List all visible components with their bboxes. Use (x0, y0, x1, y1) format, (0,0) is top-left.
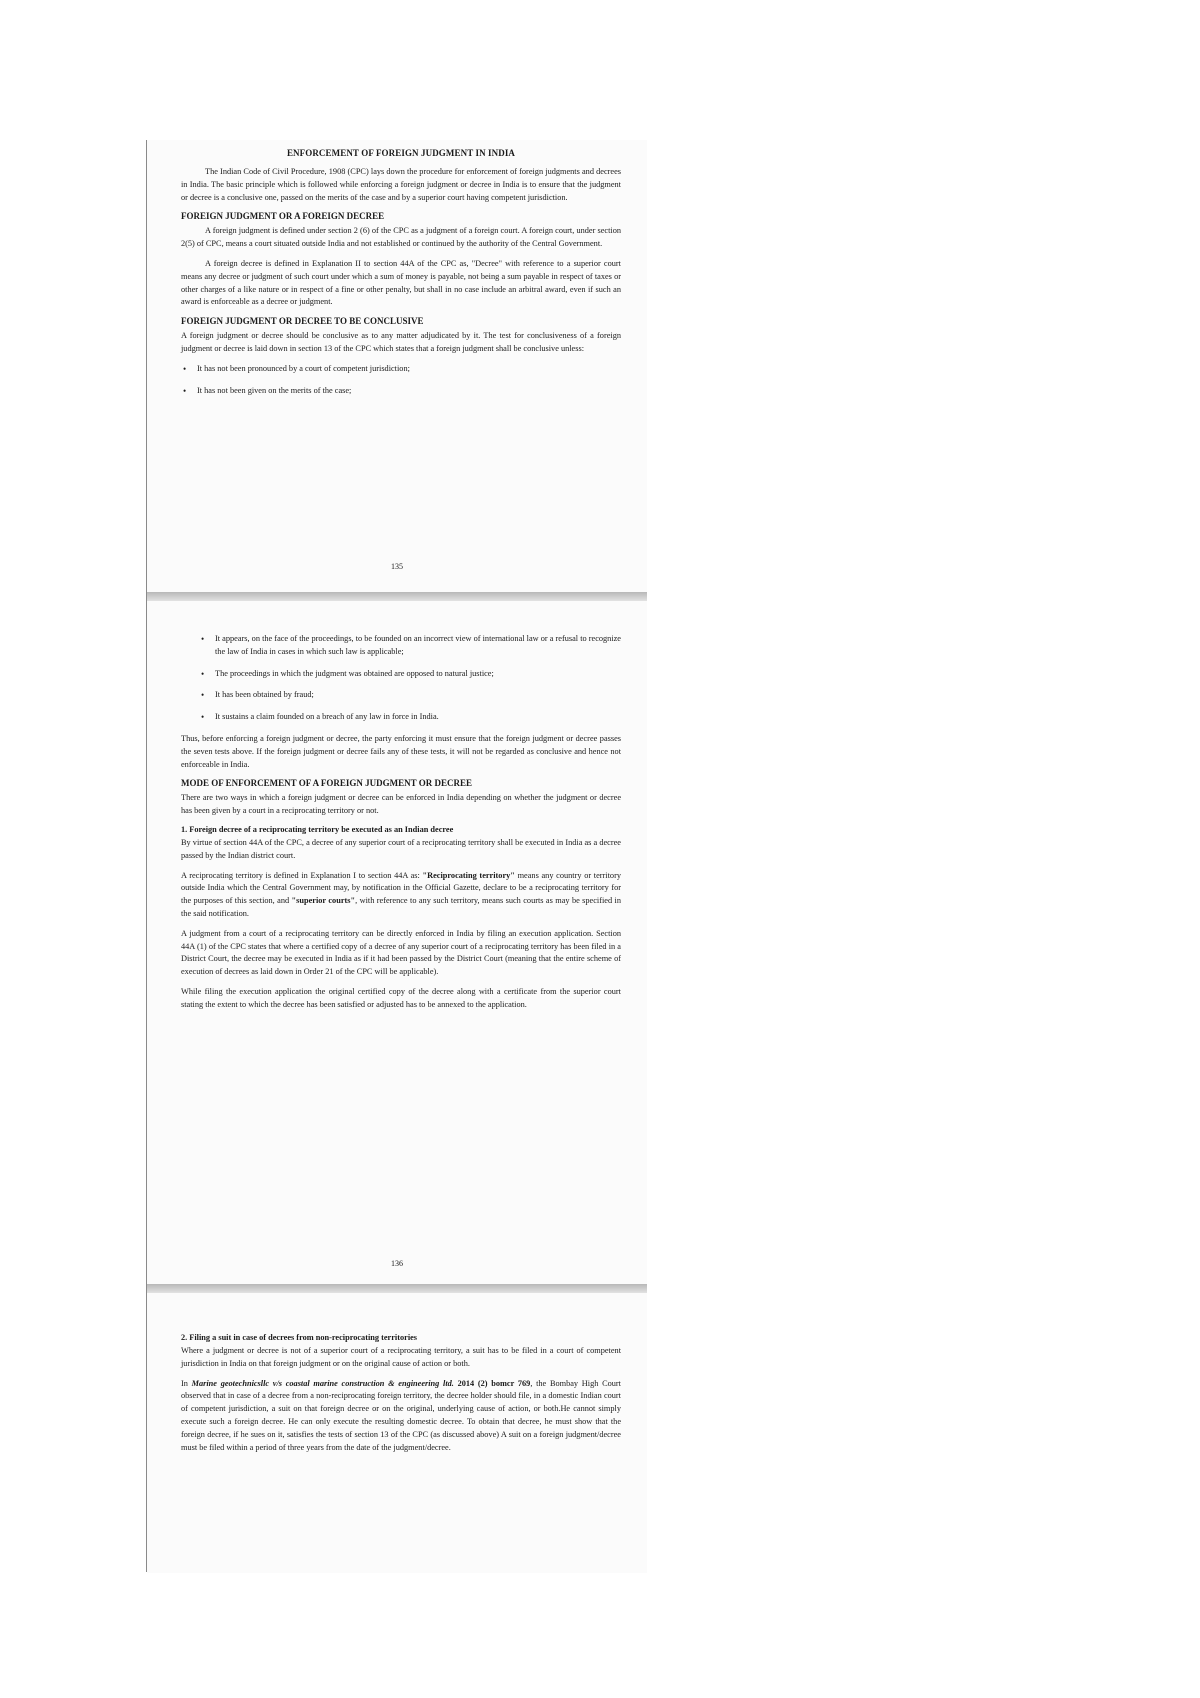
document-title: ENFORCEMENT OF FOREIGN JUDGMENT IN INDIA (286, 148, 516, 158)
section-heading: MODE OF ENFORCEMENT OF A FOREIGN JUDGMENT OR DECREE (181, 778, 473, 789)
list-item: • It has not been given on the merits of the case; (197, 385, 621, 398)
page-number: 136 (391, 1259, 403, 1268)
paragraph: A foreign decree is defined in Explanation II to section 44A of the CPC as, "Decree" with reference to a superior court means any decree or judgment of such court under which a sum of money is payable, not being a sum payable in respect of taxes or other charges of a like nature or in respect of a fine or other penalty, but shall in no case include an arbitral award, even if such an award is enforceable as a decree or judgment. (181, 258, 621, 307)
document-page-136 (147, 601, 647, 1284)
paragraph: A foreign judgment or decree should be conclusive as to any matter adjudicated by it. The test for conclusiveness of a foreign judgment or decree is laid down in section 13 of the CPC which states that a foreign judgment shall be conclusive unless: (181, 331, 621, 353)
term-reciprocating-territory: "Reciprocating territory" (422, 870, 515, 880)
section-heading: FOREIGN JUDGMENT OR DECREE TO BE CONCLUSIVE (181, 316, 424, 327)
case-citation: 2014 (2) bomcr 769 (453, 1378, 531, 1388)
paragraph: In Marine geotechnicsllc v/s coastal marine construction & engineering ltd. 2014 (2) bomcr 769, the Bombay High Court observed that in case of a decree from a non-reciprocating foreign territory, the decree holder should file, in a domestic Indian court of competent jurisdiction, a suit on that foreign decree or on the original, underlying cause of action, or both.He cannot simply execute such a foreign decree. He can only execute the resulting domestic decree. To obtain that decree, he must show that the foreign decree, if he sues on it, satisfies the tests of section 13 of the CPC (as discussed above) A suit on a foreign judgment/decree must be filed within a period of three years from the date of the judgment/decree. (181, 1378, 621, 1452)
paragraph: A judgment from a court of a reciprocating territory can be directly enforced in India by filing an execution application. Section 44A (1) of the CPC states that where a certified copy of a decree of any superior court of a reciprocating territory has been filed in a District Court, the decree may be executed in India as if it had been passed by the District Court (meaning that the entire scheme of execution of decrees as laid down in Order 21 of the CPC will be applicable). (181, 928, 621, 977)
section-heading: FOREIGN JUDGMENT OR A FOREIGN DECREE (181, 211, 385, 222)
page-separator (147, 592, 647, 601)
subsection-heading: 2. Filing a suit in case of decrees from non-reciprocating territories (181, 1333, 418, 1342)
paragraph: While filing the execution application the original certified copy of the decree along with a certificate from the superior court stating the extent to which the decree has been satisfied or adjusted has to be annexed to the application. (181, 986, 621, 1009)
list-item: • It appears, on the face of the proceedings, to be founded on an incorrect view of international law or a refusal to recognize the law of India in cases in which such law is applicable; (215, 633, 621, 659)
bullet-list (181, 363, 621, 398)
paragraph: A foreign judgment is defined under section 2 (6) of the CPC as a judgment of a foreign court. A foreign court, under section 2(5) of CPC, means a court situated outside India and not established or continued by the authority of the Central Government. (181, 226, 621, 249)
case-name: Marine geotechnicsllc v/s coastal marine construction & engineering ltd. (191, 1378, 454, 1388)
subsection-heading: 1. Foreign decree of a reciprocating territory be executed as an Indian decree (181, 824, 454, 834)
page-separator (147, 1284, 647, 1293)
list-item: • It has not been pronounced by a court of competent jurisdiction; (197, 363, 621, 376)
bullet-list (181, 633, 621, 724)
intro-paragraph: The Indian Code of Civil Procedure, 1908 (CPC) lays down the procedure for enforcement of foreign judgments and decrees in India. The basic principle which is followed while enforcing a foreign judgment or decree in India is to ensure that the judgment or decree is a conclusive one, passed on the merits of the case and by a superior court having competent jurisdiction. (181, 167, 621, 202)
list-item: • The proceedings in which the judgment was obtained are opposed to natural justice; (215, 668, 621, 681)
paragraph: A reciprocating territory is defined in Explanation I to section 44A as: "Reciprocating territory" means any country or territory outside India which the Central Government may, by notification in the Official Gazette, declare to be a reciprocating territory for the purposes of this section, and "superior courts", with reference to any such territory, means such courts as may be specified in the said notification. (181, 870, 621, 918)
paragraph: Where a judgment or decree is not of a superior court of a reciprocating territory, a suit has to be filed in a court of competent jurisdiction in India on that foreign judgment or on the original cause of action or both. (181, 1346, 621, 1368)
list-item: • It sustains a claim founded on a breach of any law in force in India. (215, 711, 621, 724)
paragraph: Thus, before enforcing a foreign judgment or decree, the party enforcing it must ensure that the foreign judgment or decree passes the seven tests above. If the foreign judgment or decree fails any of these tests, it will not be regarded as conclusive and hence not enforceable in India. (181, 733, 621, 769)
document-page-135 (147, 140, 647, 592)
page-number: 135 (391, 562, 403, 571)
paragraph: By virtue of section 44A of the CPC, a decree of any superior court of a reciprocating territory shall be executed in India as a decree passed by the Indian district court. (181, 837, 621, 860)
term-superior-courts: "superior courts" (291, 896, 356, 906)
list-item: • It has been obtained by fraud; (215, 689, 621, 702)
document-page-137 (147, 1293, 647, 1573)
paragraph: There are two ways in which a foreign judgment or decree can be enforced in India depending on whether the judgment or decree has been given by a court in a reciprocating territory or not. (181, 793, 621, 816)
